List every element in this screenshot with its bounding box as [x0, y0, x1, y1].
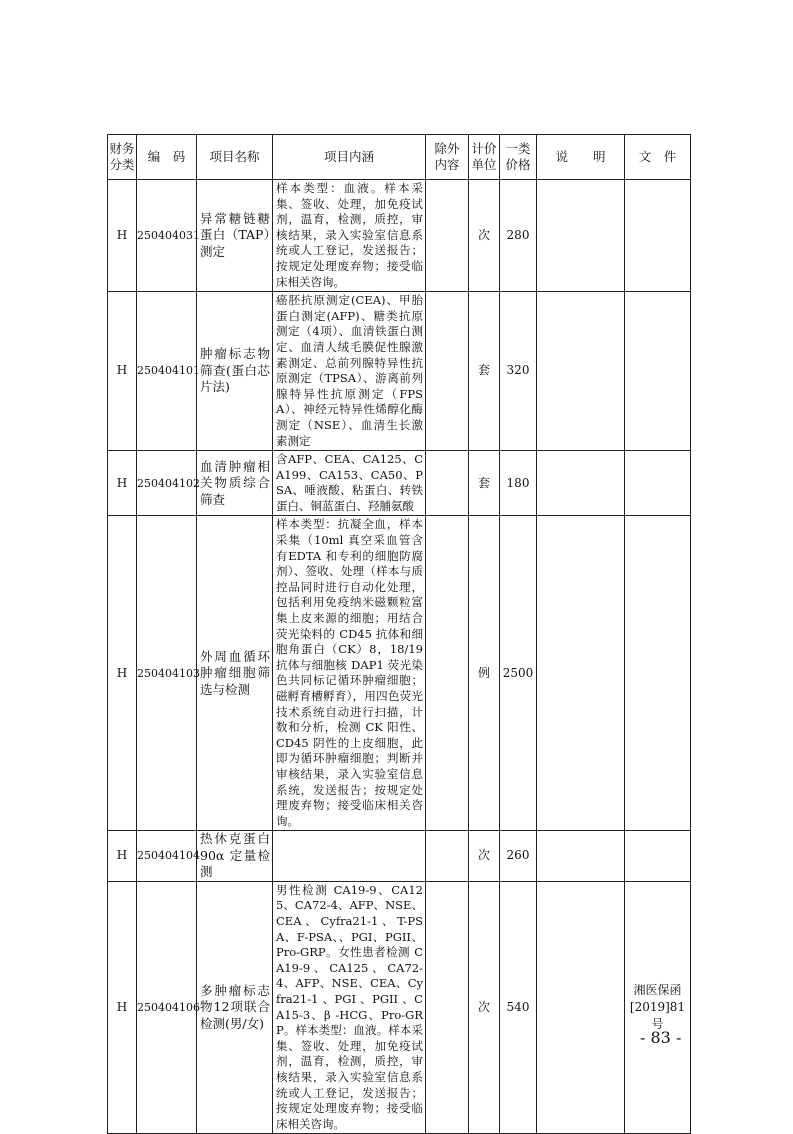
- cell-note: [537, 292, 625, 451]
- header-code: 编 码: [137, 135, 197, 180]
- cell-category: H: [108, 451, 137, 516]
- cell-name: 外周血循环肿瘤细胞筛选与检测: [197, 516, 273, 831]
- cell-name: 血清肿瘤相关物质综合筛查: [197, 451, 273, 516]
- cell-doc: [625, 451, 691, 516]
- cell-category: H: [108, 831, 137, 882]
- cell-name: 多肿瘤标志物12项联合检测(男/女): [197, 881, 273, 1134]
- header-note: 说 明: [537, 135, 625, 180]
- cell-code: 250404031: [137, 180, 197, 292]
- page-number: - 83 -: [640, 1028, 682, 1047]
- cell-code: 250404101: [137, 292, 197, 451]
- cell-excluded: [426, 451, 469, 516]
- cell-excluded: [426, 180, 469, 292]
- cell-note: [537, 180, 625, 292]
- cell-content: [273, 831, 426, 882]
- cell-code: 250404102: [137, 451, 197, 516]
- cell-category: H: [108, 881, 137, 1134]
- cell-code: 250404103: [137, 516, 197, 831]
- header-price: 一类 价格: [500, 135, 537, 180]
- cell-content: 男性检测 CA19-9、CA125、CA72-4、AFP、NSE、CEA、Cyfra21-1、T-PSA、F-PSA、、PGI、PGII、Pro-GRP。女性患者检测 CA19-9、CA125、CA72-4、AFP、NSE、CEA、Cyfra21-1 、PGI 、PGII 、CA15-3、β -HCG、Pro-GRP。样本类型：血液。样本采集、签收、处理，加免疫试剂，温育，检测，质控，审核结果，录入实验室信息系统或人工登记，发送报告；按规定处理废弃物；接受临床相关咨询。: [273, 881, 426, 1134]
- header-doc: 文 件: [625, 135, 691, 180]
- cell-name: 肿瘤标志物筛查(蛋白芯片法): [197, 292, 273, 451]
- cell-price: 2500: [500, 516, 537, 831]
- table-row: [108, 881, 691, 1134]
- cell-code: 250404106: [137, 881, 197, 1134]
- cell-price: 320: [500, 292, 537, 451]
- cell-unit: 次: [469, 180, 500, 292]
- cell-category: H: [108, 180, 137, 292]
- cell-price: 540: [500, 881, 537, 1134]
- header-unit: 计价 单位: [469, 135, 500, 180]
- cell-code: 250404104: [137, 831, 197, 882]
- cell-unit: 例: [469, 516, 500, 831]
- header-row: [108, 135, 691, 180]
- cell-content: 含AFP、CEA、CA125、CA199、CA153、CA50、PSA、唾液酸、粘蛋白、转铁蛋白、铜蓝蛋白、羟脯氨酸: [273, 451, 426, 516]
- header-name: 项目名称: [197, 135, 273, 180]
- cell-doc: [625, 831, 691, 882]
- cell-doc: [625, 292, 691, 451]
- cell-unit: 套: [469, 292, 500, 451]
- cell-category: H: [108, 516, 137, 831]
- cell-note: [537, 881, 625, 1134]
- cell-name: 热休克蛋白90α 定量检测: [197, 831, 273, 882]
- cell-note: [537, 516, 625, 831]
- cell-content: 癌胚抗原测定(CEA)、甲胎蛋白测定(AFP)、糖类抗原测定（4项）、血清铁蛋白测定、血清人绒毛膜促性腺激素测定、总前列腺特异性抗原测定（TPSA）、游离前列腺特异性抗原测定（FPSA）、神经元特异性烯醇化酶测定（NSE）、血清生长激素测定: [273, 292, 426, 451]
- header-content: 项目内涵: [273, 135, 426, 180]
- table-row: [108, 292, 691, 451]
- cell-name: 异常糖链糖蛋白（TAP）测定: [197, 180, 273, 292]
- table-row: [108, 516, 691, 831]
- cell-excluded: [426, 516, 469, 831]
- cell-content: 样本类型：血液。样本采集、签收、处理，加免疫试剂，温育，检测，质控，审核结果，录入实验室信息系统或人工登记，发送报告；按规定处理废弃物；接受临床相关咨询。: [273, 180, 426, 292]
- cell-doc: [625, 516, 691, 831]
- cell-doc: [625, 180, 691, 292]
- cell-unit: 次: [469, 881, 500, 1134]
- cell-excluded: [426, 881, 469, 1134]
- table-row: [108, 451, 691, 516]
- table-row: [108, 831, 691, 882]
- cell-unit: 套: [469, 451, 500, 516]
- header-excluded: 除外 内容: [426, 135, 469, 180]
- cell-note: [537, 451, 625, 516]
- cell-doc: 湘医保函[2019]81号: [625, 881, 691, 1134]
- cell-content: 样本类型：抗凝全血，样本采集（10ml 真空采血管含有EDTA 和专利的细胞防腐剂）、签收、处理（样本与质控品同时进行自动化处理，包括利用免疫纳米磁颗粒富集上皮来源的细胞；用结合荧光染料的 CD45 抗体和细胞角蛋白（CK）8，18/19抗体与细胞核 DAP1 荧光染色共同标记循环肿瘤细胞；磁孵育槽孵育），用四色荧光技术系统自动进行扫描，计数和分析，检测 CK 阳性、CD45 阴性的上皮细胞，此即为循环肿瘤细胞；判断并审核结果，录入实验室信息系统，发送报告；按规定处理废弃物；接受临床相关咨询。: [273, 516, 426, 831]
- cell-unit: 次: [469, 831, 500, 882]
- cell-price: 280: [500, 180, 537, 292]
- cell-category: H: [108, 292, 137, 451]
- price-table: [107, 134, 691, 1134]
- cell-note: [537, 831, 625, 882]
- cell-excluded: [426, 831, 469, 882]
- table-row: [108, 180, 691, 292]
- cell-price: 180: [500, 451, 537, 516]
- cell-excluded: [426, 292, 469, 451]
- cell-price: 260: [500, 831, 537, 882]
- header-category: 财务 分类: [108, 135, 137, 180]
